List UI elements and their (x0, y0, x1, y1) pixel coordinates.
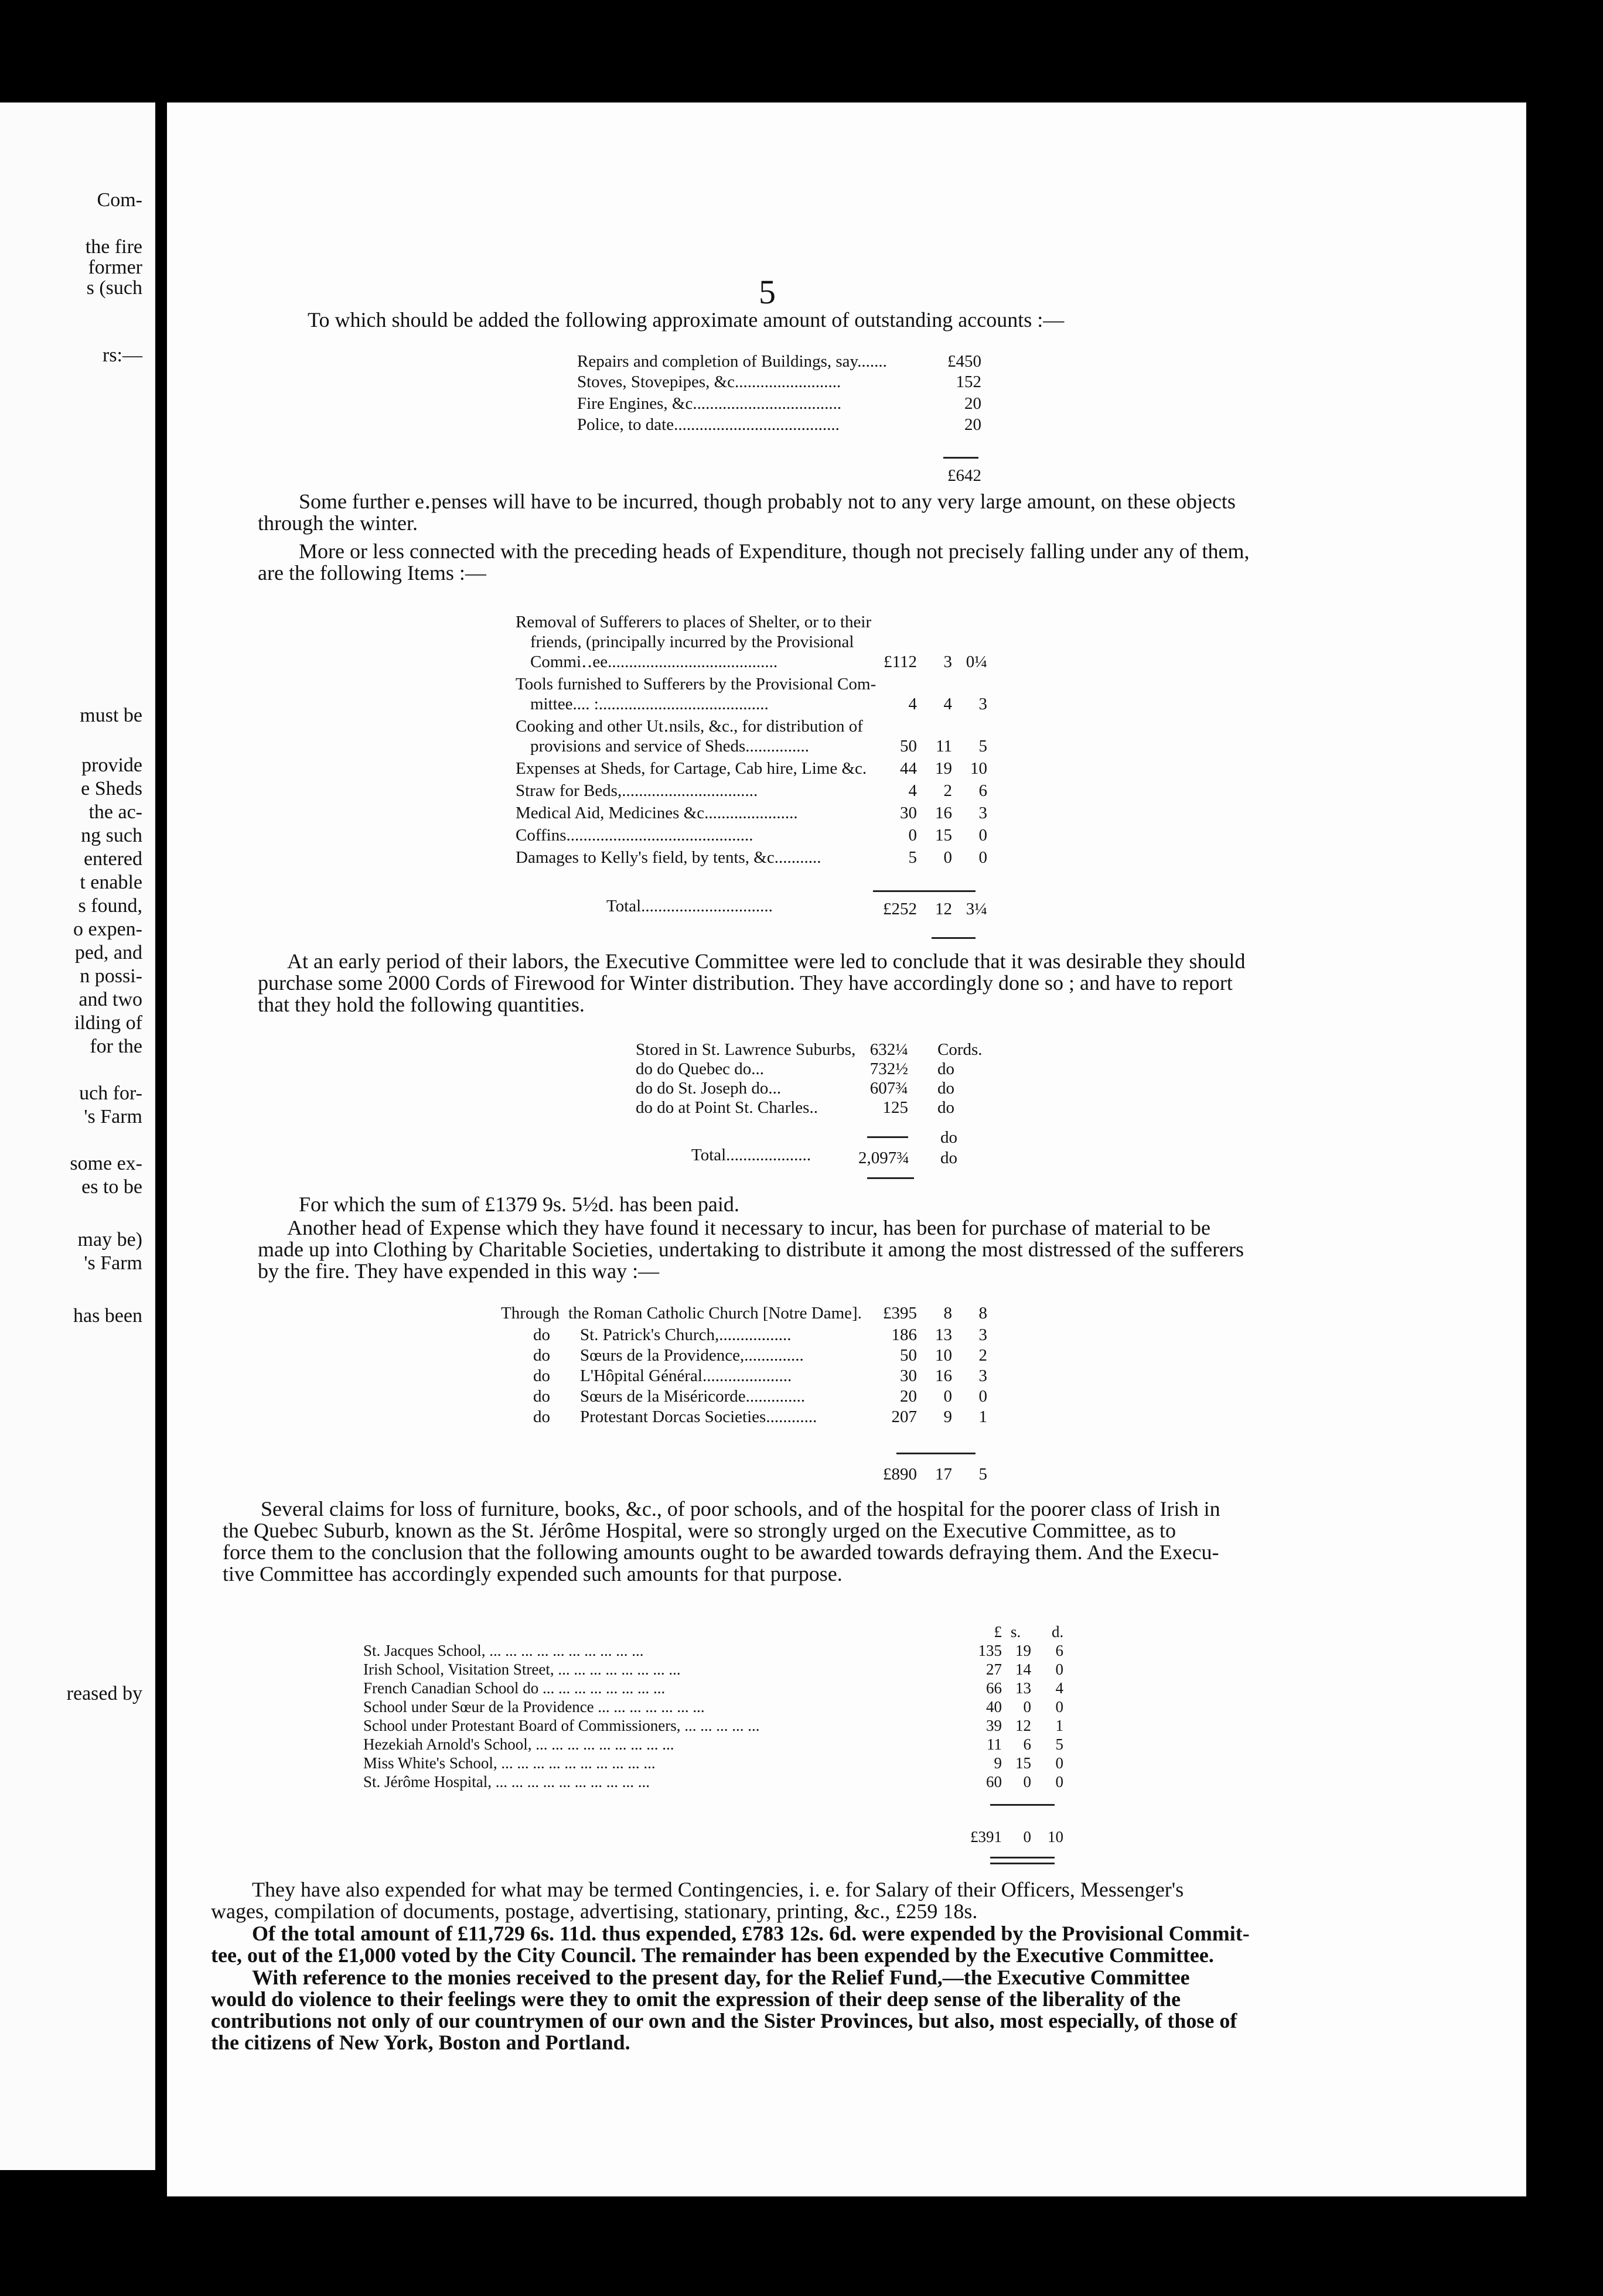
item-pounds: 5 (908, 848, 917, 867)
item-pence: 0 (978, 826, 987, 845)
fragment-text: 's Farm (84, 1106, 142, 1128)
school-pence: 4 (1055, 1679, 1063, 1697)
item-shillings: 16 (935, 804, 952, 822)
clothing-total-shillings: 17 (935, 1465, 952, 1484)
fragment-text: Com- (97, 189, 142, 211)
clothing-pence: 0 (978, 1387, 987, 1406)
para-line: tive Committee has accordingly expended such amounts for that purpose. (223, 1562, 843, 1586)
fragment-text: o expen- (73, 918, 142, 940)
school-label: French Canadian School do ... ... ... ... ... ... ... ... (363, 1679, 666, 1697)
items-total-shillings: 12 (935, 900, 952, 918)
para-line: the citizens of New York, Boston and Portland. (211, 2031, 630, 2054)
fragment-text: provide (81, 754, 142, 776)
fragment-text: e Sheds (81, 778, 142, 800)
item-pounds: £112 (884, 652, 917, 671)
item-label: Straw for Beds,................................ (516, 781, 758, 800)
firewood-total-qty: 2,097¾ (858, 1149, 909, 1167)
clothing-total-pence: 5 (978, 1465, 987, 1484)
para-line: At an early period of their labors, the Executive Committee were led to conclude that it was desirable they should (287, 949, 1246, 973)
para-line: tee, out of the £1,000 voted by the City Council. The remainder has been expended by the Executive Committee. (211, 1943, 1214, 1967)
items-total-pounds: £252 (883, 900, 917, 918)
clothing-pounds: 207 (891, 1407, 917, 1426)
intro-line: To which should be added the following approximate amount of outstanding accounts :— (308, 308, 1065, 332)
clothing-prefix: do (533, 1366, 550, 1385)
item-pounds: 0 (908, 826, 917, 845)
firewood-total-label: Total.................... (691, 1146, 811, 1164)
school-pence: 1 (1055, 1717, 1063, 1734)
firewood-unit: do (937, 1098, 954, 1117)
item-label: Commi․․ee........................................ (530, 652, 778, 671)
school-label: School under Protestant Board of Commissioners, ... ... ... ... ... (363, 1717, 760, 1734)
item-pounds: 50 (900, 737, 917, 756)
firewood-place: do do St. Joseph do... (636, 1079, 782, 1098)
clothing-pence: 3 (978, 1325, 987, 1344)
fragment-text: s found, (78, 895, 142, 917)
outstanding-label: Police, to date....................................... (577, 415, 840, 434)
clothing-pounds: 20 (900, 1387, 917, 1406)
school-pence: 0 (1055, 1773, 1063, 1791)
para-line: made up into Clothing by Charitable Societies, undertaking to distribute it among the most distressed of the sufferers (258, 1238, 1244, 1261)
school-pence: 0 (1055, 1754, 1063, 1772)
para-line: contributions not only of our countrymen of our own and the Sister Provinces, but also, most especially, of those of (211, 2009, 1237, 2032)
clothing-pounds: £395 (883, 1304, 917, 1323)
clothing-pence: 2 (978, 1346, 987, 1365)
school-pounds: 11 (987, 1735, 1002, 1753)
clothing-prefix: do (533, 1346, 550, 1365)
item-pounds: 44 (900, 759, 917, 778)
clothing-shillings: 13 (935, 1325, 952, 1344)
fragment-text: former (88, 257, 142, 278)
para-line: wages, compilation of documents, postage, advertising, stationary, printing, &c., £259 18s. (211, 1899, 978, 1923)
item-label: Coffins............................................ (516, 826, 753, 845)
school-pence: 5 (1055, 1735, 1063, 1753)
clothing-prefix: do (533, 1325, 550, 1344)
schools-total-pence: 10 (1048, 1828, 1063, 1846)
item-label: Tools furnished to Sufferers by the Provisional Com- (516, 675, 876, 693)
rule (867, 1177, 914, 1179)
para-line: force them to the conclusion that the following amounts ought to be awarded towards defraying them. And the Execu- (223, 1540, 1219, 1564)
outstanding-label: Repairs and completion of Buildings, say....... (577, 352, 887, 371)
clothing-shillings: 16 (935, 1366, 952, 1385)
clothing-prefix: do (533, 1387, 550, 1406)
outstanding-amount: 20 (964, 394, 981, 413)
item-label: Damages to Kelly's field, by tents, &c........... (516, 848, 821, 867)
firewood-qty: 632¼ (869, 1040, 908, 1059)
school-pence: 0 (1055, 1660, 1063, 1678)
item-shillings: 11 (936, 737, 952, 756)
item-pence: 6 (978, 781, 987, 800)
fragment-text: reased by (66, 1683, 142, 1704)
fragment-text: s (such (86, 277, 142, 299)
item-label: Expenses at Sheds, for Cartage, Cab hire, Lime &c. (516, 759, 867, 778)
fragment-text: 's Farm (84, 1252, 142, 1274)
fragment-text: and two (79, 989, 142, 1010)
school-shillings: 0 (1023, 1698, 1031, 1716)
document-page (167, 102, 1526, 2196)
para-line: They have also expended for what may be termed Contingencies, i. e. for Salary of their Officers, Messenger's (252, 1878, 1184, 1901)
clothing-pounds: 30 (900, 1366, 917, 1385)
fragment-text: t enable (80, 872, 142, 893)
item-pounds: 30 (900, 804, 917, 822)
firewood-place: do do at Point St. Charles.. (636, 1098, 818, 1117)
clothing-label: L'Hôpital Général..................... (580, 1366, 792, 1385)
clothing-label: Protestant Dorcas Societies............ (580, 1407, 817, 1426)
fragment-text: the fire (85, 236, 142, 258)
clothing-shillings: 0 (943, 1387, 952, 1406)
outstanding-amount: 20 (964, 415, 981, 434)
school-pounds: 27 (986, 1660, 1002, 1678)
items-total-label: Total............................... (606, 897, 773, 915)
clothing-prefix: do (533, 1407, 550, 1426)
school-label: Miss White's School, ... ... ... ... ... ... ... ... ... ... (363, 1754, 656, 1772)
fragment-text: some ex- (70, 1153, 142, 1174)
rule (896, 1453, 976, 1454)
clothing-label: the Roman Catholic Church [Notre Dame]. (568, 1304, 862, 1323)
para-line: Some further e․penses will have to be incurred, though probably not to any very large amount, on these objects (299, 490, 1236, 513)
school-pounds: 9 (994, 1754, 1002, 1772)
item-label: friends, (principally incurred by the Provisional (530, 633, 854, 651)
item-shillings: 15 (935, 826, 952, 845)
firewood-place: do do Quebec do... (636, 1060, 765, 1078)
outstanding-total: £642 (947, 466, 981, 485)
para-line: More or less connected with the preceding heads of Expenditure, though not precisely falling under any of them, (299, 539, 1250, 563)
item-pence: 0¼ (966, 652, 987, 671)
fragment-text: has been (73, 1305, 142, 1327)
clothing-label: St. Patrick's Church,................. (580, 1325, 792, 1344)
schools-total-pounds: £391 (970, 1828, 1002, 1846)
school-pounds: 135 (978, 1642, 1002, 1659)
firewood-unit: do (937, 1060, 954, 1078)
school-pounds: 40 (986, 1698, 1002, 1716)
school-pounds: 66 (986, 1679, 1002, 1697)
rule (990, 1804, 1055, 1806)
outstanding-label: Stoves, Stovepipes, &c......................... (577, 373, 841, 391)
item-pence: 3 (978, 695, 987, 713)
school-shillings: 13 (1015, 1679, 1031, 1697)
item-pence: 10 (970, 759, 987, 778)
fragment-text: ped, and (74, 942, 142, 964)
school-label: Hezekiah Arnold's School, ... ... ... ... ... ... ... ... ... (363, 1735, 674, 1753)
outstanding-amount: £450 (947, 352, 981, 371)
school-label: St. Jacques School, ... ... ... ... ... ... ... ... ... ... (363, 1642, 644, 1659)
item-shillings: 2 (943, 781, 952, 800)
rule (932, 937, 976, 939)
item-label: Medical Aid, Medicines &c...................... (516, 804, 798, 822)
rule (990, 1857, 1055, 1858)
school-shillings: 6 (1023, 1735, 1031, 1753)
rule (990, 1863, 1055, 1864)
clothing-label: Sœurs de la Providence,.............. (580, 1346, 804, 1365)
item-pounds: 4 (908, 781, 917, 800)
clothing-prefix: Through (501, 1304, 560, 1323)
item-pence: 5 (978, 737, 987, 756)
clothing-shillings: 8 (943, 1304, 952, 1323)
rule (873, 890, 976, 892)
school-pounds: 60 (986, 1773, 1002, 1791)
item-pence: 0 (978, 848, 987, 867)
schools-total-shillings: 0 (1023, 1828, 1031, 1846)
item-shillings: 0 (943, 848, 952, 867)
clothing-label: Sœurs de la Miséricorde.............. (580, 1387, 806, 1406)
school-label: School under Sœur de la Providence ... ... ... ... ... ... ... (363, 1698, 705, 1716)
para-line: the Quebec Suburb, known as the St. Jérôme Hospital, were so strongly urged on the Executive Committee, as to (223, 1519, 1176, 1542)
school-shillings: 14 (1015, 1660, 1031, 1678)
item-label: mittee.... :........................................ (530, 695, 769, 713)
firewood-place: Stored in St. Lawrence Suburbs, (636, 1040, 856, 1059)
para-line: through the winter. (258, 511, 418, 535)
school-label: Irish School, Visitation Street, ... ... ... ... ... ... ... ... (363, 1660, 681, 1678)
item-shillings: 3 (943, 652, 952, 671)
clothing-pence: 8 (978, 1304, 987, 1323)
firewood-qty: 125 (882, 1098, 908, 1117)
schools-head-pence: d. (1052, 1623, 1064, 1641)
fragment-text: ng such (81, 825, 142, 846)
para-line: are the following Items :— (258, 561, 486, 585)
school-pence: 6 (1055, 1642, 1063, 1659)
fragment-text: must be (80, 705, 142, 726)
fragment-text: entered (83, 848, 142, 870)
para-line: purchase some 2000 Cords of Firewood for Winter distribution. They have accordingly done so ; and have to report (258, 971, 1233, 995)
school-shillings: 0 (1023, 1773, 1031, 1791)
firewood-qty: 732½ (869, 1060, 908, 1078)
items-total-pence: 3¼ (966, 900, 987, 918)
fragment-text: ilding of (74, 1012, 142, 1034)
para-line: would do violence to their feelings were they to omit the expression of their deep sense of the liberality of the (211, 1987, 1181, 2011)
item-label: Removal of Sufferers to places of Shelter, or to their (516, 613, 872, 631)
firewood-qty: 607¾ (869, 1079, 908, 1098)
item-label: Cooking and other Ut․nsils, &c., for distribution of (516, 717, 863, 736)
schools-head-shillings: s. (1011, 1623, 1021, 1641)
para-line: With reference to the monies received to the present day, for the Relief Fund,—the Executive Committee (252, 1966, 1190, 1989)
clothing-pence: 1 (978, 1407, 987, 1426)
school-shillings: 19 (1015, 1642, 1031, 1659)
para-line: by the fire. They have expended in this way :— (258, 1259, 660, 1283)
para-line: that they hold the following quantities. (258, 993, 585, 1016)
school-pounds: 39 (986, 1717, 1002, 1734)
school-shillings: 15 (1015, 1754, 1031, 1772)
item-label: provisions and service of Sheds............... (530, 737, 810, 756)
school-pence: 0 (1055, 1698, 1063, 1716)
firewood-unit: do (940, 1128, 957, 1147)
clothing-pounds: 186 (891, 1325, 917, 1344)
fragment-text: may be) (77, 1229, 142, 1250)
item-pounds: 4 (908, 695, 917, 713)
clothing-total-pounds: £890 (883, 1465, 917, 1484)
para-line: Several claims for loss of furniture, books, &c., of poor schools, and of the hospital for the poorer class of Irish in (261, 1497, 1220, 1521)
fragment-text: uch for- (79, 1082, 142, 1104)
clothing-pence: 3 (978, 1366, 987, 1385)
firewood-unit: Cords. (937, 1040, 983, 1059)
rule (867, 1136, 908, 1138)
school-label: St. Jérôme Hospital, ... ... ... ... ... ... ... ... ... ... (363, 1773, 650, 1791)
firewood-total-unit: do (940, 1149, 957, 1167)
fragment-text: the ac- (88, 801, 142, 823)
page-number: 5 (759, 273, 776, 311)
para-line: Another head of Expense which they have found it necessary to incur, has been for purchase of material to be (287, 1216, 1210, 1239)
para-line: For which the sum of £1379 9s. 5½d. has been paid. (299, 1193, 739, 1216)
fragment-text: n possi- (80, 965, 142, 987)
adjacent-page-fragment (0, 102, 155, 2170)
clothing-shillings: 10 (935, 1346, 952, 1365)
outstanding-amount: 152 (956, 373, 981, 391)
fragment-text: es to be (81, 1176, 142, 1198)
fragment-text: for the (90, 1036, 142, 1057)
clothing-shillings: 9 (943, 1407, 952, 1426)
item-shillings: 19 (935, 759, 952, 778)
item-shillings: 4 (943, 695, 952, 713)
fragment-text: rs:— (103, 344, 142, 366)
school-shillings: 12 (1015, 1717, 1031, 1734)
item-pence: 3 (978, 804, 987, 822)
para-line: Of the total amount of £11,729 6s. 11d. thus expended, £783 12s. 6d. were expended by the Provisional Commit- (252, 1922, 1250, 1945)
outstanding-label: Fire Engines, &c................................... (577, 394, 842, 413)
rule (943, 457, 978, 459)
schools-head-pounds: £ (994, 1623, 1002, 1641)
clothing-pounds: 50 (900, 1346, 917, 1365)
firewood-unit: do (937, 1079, 954, 1098)
